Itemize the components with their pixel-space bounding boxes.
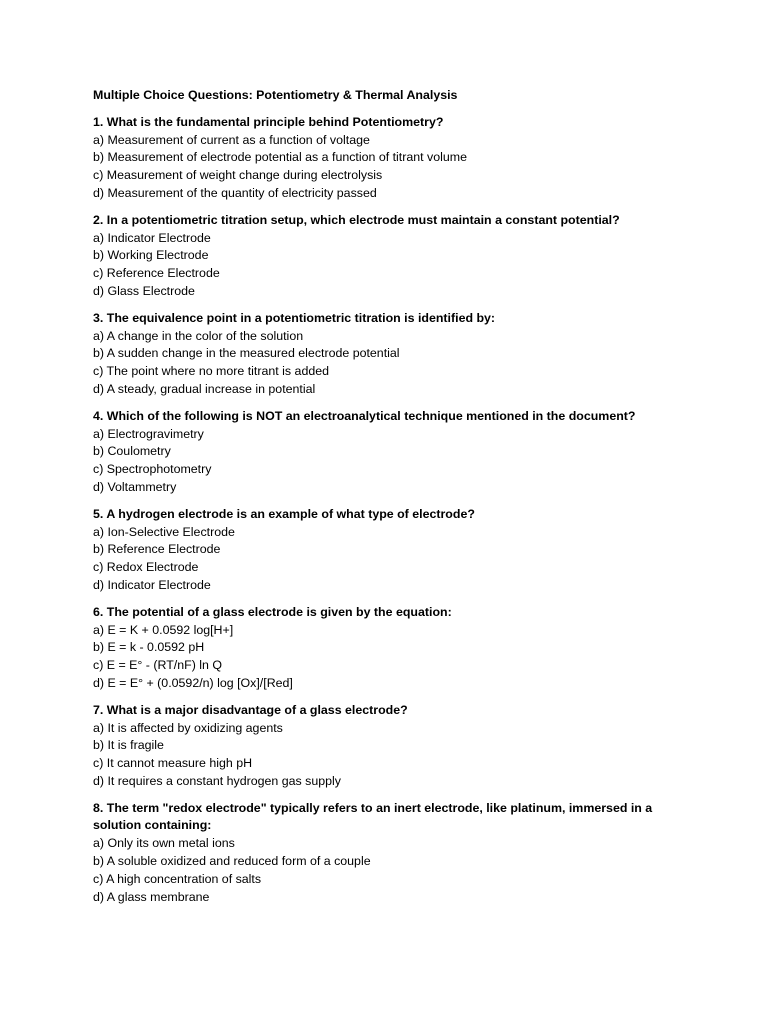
question-7 [93,702,688,791]
option-a: a) Measurement of current as a function of voltage [93,132,370,147]
question-4 [93,408,688,497]
question-2 [93,212,688,301]
option-d: d) E = E° + (0.0592/n) log [Ox]/[Red] [93,675,293,690]
question-text: 8. The term "redox electrode" typically refers to an inert electrode, like platinum, immersed in a solution containing: [93,800,653,833]
option-c: c) It cannot measure high pH [93,756,253,771]
option-c: c) Reference Electrode [93,266,220,281]
option-d: d) Measurement of the quantity of electricity passed [93,185,377,200]
option-b: b) Measurement of electrode potential as a function of titrant volume [93,150,467,165]
option-d: d) A glass membrane [93,889,210,904]
question-8 [93,800,688,907]
option-a: a) Only its own metal ions [93,836,235,851]
question-1 [93,114,688,203]
question-text: 4. Which of the following is NOT an electroanalytical technique mentioned in the document? [93,408,636,423]
option-d: d) A steady, gradual increase in potential [93,381,316,396]
option-c: c) Redox Electrode [93,560,199,575]
document-title: Multiple Choice Questions: Potentiometry & Thermal Analysis [93,88,458,102]
option-a: a) It is affected by oxidizing agents [93,720,283,735]
question-3 [93,310,688,399]
option-a: a) E = K + 0.0592 log[H+] [93,622,234,637]
option-b: b) E = k - 0.0592 pH [93,640,205,655]
option-d: d) Indicator Electrode [93,577,211,592]
question-text: 1. What is the fundamental principle behind Potentiometry? [93,114,444,129]
option-b: b) It is fragile [93,738,164,753]
option-c: c) Measurement of weight change during electrolysis [93,168,383,183]
option-b: b) A sudden change in the measured electrode potential [93,346,400,361]
question-text: 3. The equivalence point in a potentiometric titration is identified by: [93,310,496,325]
option-a: a) Ion-Selective Electrode [93,524,235,539]
option-d: d) Glass Electrode [93,283,195,298]
option-a: a) A change in the color of the solution [93,328,304,343]
question-text: 7. What is a major disadvantage of a glass electrode? [93,702,408,717]
option-c: c) A high concentration of salts [93,871,262,886]
option-a: a) Indicator Electrode [93,230,211,245]
option-c: c) The point where no more titrant is added [93,364,330,379]
option-b: b) Coulometry [93,444,171,459]
question-text: 2. In a potentiometric titration setup, which electrode must maintain a constant potential? [93,212,620,227]
option-a: a) Electrogravimetry [93,426,204,441]
question-5 [93,506,688,595]
option-b: b) Reference Electrode [93,542,221,557]
option-d: d) It requires a constant hydrogen gas supply [93,773,341,788]
question-text: 5. A hydrogen electrode is an example of what type of electrode? [93,506,475,521]
option-c: c) E = E° - (RT/nF) ln Q [93,658,222,673]
option-c: c) Spectrophotometry [93,462,212,477]
option-b: b) A soluble oxidized and reduced form of a couple [93,854,371,869]
option-d: d) Voltammetry [93,479,177,494]
option-b: b) Working Electrode [93,248,209,263]
question-6 [93,604,688,693]
question-text: 6. The potential of a glass electrode is given by the equation: [93,604,452,619]
